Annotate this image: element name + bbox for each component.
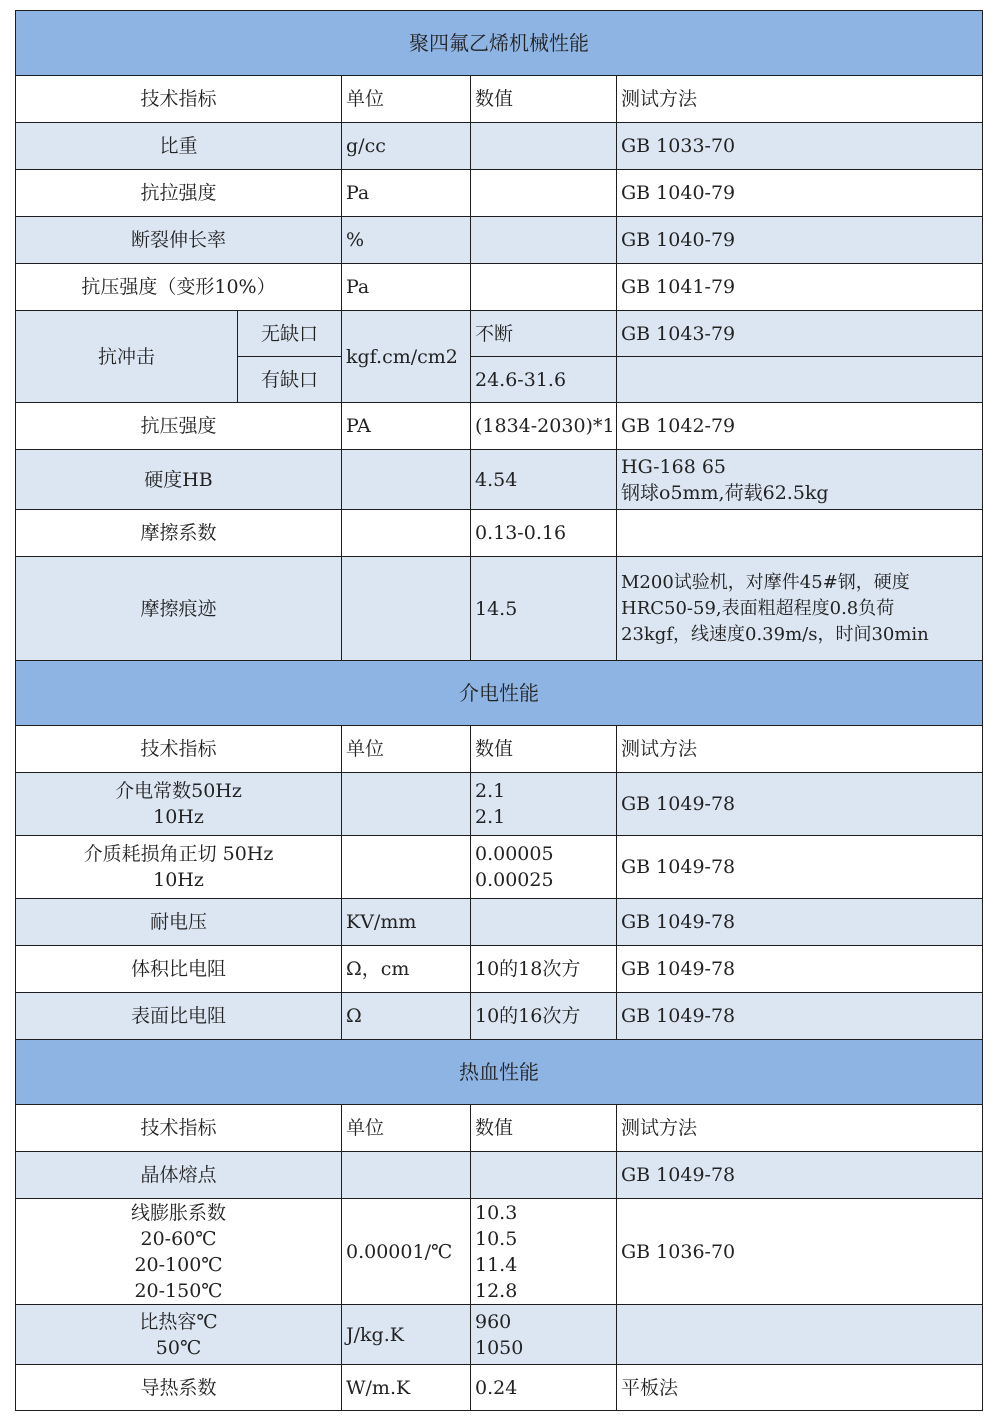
- table-row: [16, 899, 983, 946]
- row-unit: [342, 773, 471, 836]
- row-name: 抗压强度（变形10%）: [16, 264, 342, 311]
- header-indicator: 技术指标: [16, 1105, 342, 1152]
- row-name: 断裂伸长率: [16, 217, 342, 264]
- table-row: [16, 170, 983, 217]
- row-unit: Ω，cm: [342, 946, 471, 993]
- row-name: 比热容℃ 50℃: [16, 1305, 342, 1365]
- row-name: 抗拉强度: [16, 170, 342, 217]
- row-unit: %: [342, 217, 471, 264]
- row-method: GB 1049-78: [617, 836, 983, 899]
- impact-name: 抗冲击: [16, 311, 238, 403]
- row-value: [471, 170, 617, 217]
- table-row: [16, 773, 983, 836]
- table-row: [16, 836, 983, 899]
- section-header-thermal: [16, 1040, 983, 1105]
- row-name: 抗压强度: [16, 403, 342, 450]
- section-header-mechanical: [16, 11, 983, 76]
- impact-sub-name: 有缺口: [238, 357, 342, 403]
- row-unit: J/kg.K: [342, 1305, 471, 1365]
- row-unit: Pa: [342, 264, 471, 311]
- section-header-dielectric: [16, 661, 983, 726]
- section-title: 介电性能: [16, 661, 983, 726]
- row-name: 线膨胀系数 20-60℃ 20-100℃ 20-150℃: [16, 1199, 342, 1305]
- header-unit: 单位: [342, 76, 471, 123]
- header-method: 测试方法: [617, 1105, 983, 1152]
- row-value: 14.5: [471, 557, 617, 661]
- row-method: GB 1040-79: [617, 217, 983, 264]
- row-value: [471, 1152, 617, 1199]
- row-method: GB 1033-70: [617, 123, 983, 170]
- row-value: 10的16次方: [471, 993, 617, 1040]
- row-name: 体积比电阻: [16, 946, 342, 993]
- row-name: 晶体熔点: [16, 1152, 342, 1199]
- row-name: 介质耗损角正切 50Hz 10Hz: [16, 836, 342, 899]
- table-row: [16, 217, 983, 264]
- row-unit: Ω: [342, 993, 471, 1040]
- column-header-row: [16, 726, 983, 773]
- impact-sub-method: [617, 357, 983, 403]
- header-value: 数值: [471, 1105, 617, 1152]
- row-value: (1834-2030)*1: [471, 403, 617, 450]
- table-row: [16, 450, 983, 510]
- row-value: 10的18次方: [471, 946, 617, 993]
- impact-sub-value: 24.6-31.6: [471, 357, 617, 403]
- row-method: GB 1049-78: [617, 773, 983, 836]
- column-header-row: [16, 1105, 983, 1152]
- header-unit: 单位: [342, 1105, 471, 1152]
- table-row: [16, 123, 983, 170]
- row-name: 硬度HB: [16, 450, 342, 510]
- header-method: 测试方法: [617, 76, 983, 123]
- table-row: [16, 557, 983, 661]
- row-value: 0.24: [471, 1365, 617, 1411]
- row-method: GB 1049-78: [617, 899, 983, 946]
- column-header-row: [16, 76, 983, 123]
- row-method: GB 1049-78: [617, 993, 983, 1040]
- row-name: 导热系数: [16, 1365, 342, 1411]
- row-name: 比重: [16, 123, 342, 170]
- row-method: HG-168 65 钢球o5mm,荷载62.5kg: [617, 450, 983, 510]
- row-unit: 0.00001/℃: [342, 1199, 471, 1305]
- row-value: 2.1 2.1: [471, 773, 617, 836]
- row-name: 介电常数50Hz 10Hz: [16, 773, 342, 836]
- row-value: 0.00005 0.00025: [471, 836, 617, 899]
- header-value: 数值: [471, 726, 617, 773]
- row-unit: [342, 510, 471, 557]
- header-unit: 单位: [342, 726, 471, 773]
- row-name: 摩擦痕迹: [16, 557, 342, 661]
- row-value: [471, 123, 617, 170]
- row-method: GB 1042-79: [617, 403, 983, 450]
- row-unit: [342, 450, 471, 510]
- row-method: 平板法: [617, 1365, 983, 1411]
- row-value: 10.3 10.5 11.4 12.8: [471, 1199, 617, 1305]
- table-row-impact: [16, 311, 983, 357]
- row-value: [471, 264, 617, 311]
- row-unit: W/m.K: [342, 1365, 471, 1411]
- table-row: [16, 993, 983, 1040]
- row-unit: [342, 1152, 471, 1199]
- row-unit: g/cc: [342, 123, 471, 170]
- impact-sub-name: 无缺口: [238, 311, 342, 357]
- row-method: GB 1036-70: [617, 1199, 983, 1305]
- row-value: [471, 899, 617, 946]
- impact-sub-method: GB 1043-79: [617, 311, 983, 357]
- row-unit: [342, 557, 471, 661]
- row-value: 4.54: [471, 450, 617, 510]
- row-method: GB 1040-79: [617, 170, 983, 217]
- row-method: GB 1041-79: [617, 264, 983, 311]
- row-unit: PA: [342, 403, 471, 450]
- table-row: [16, 1152, 983, 1199]
- row-method: GB 1049-78: [617, 1152, 983, 1199]
- row-unit: Pa: [342, 170, 471, 217]
- table-row: [16, 946, 983, 993]
- header-indicator: 技术指标: [16, 76, 342, 123]
- table-row: [16, 403, 983, 450]
- row-value: [471, 217, 617, 264]
- header-indicator: 技术指标: [16, 726, 342, 773]
- row-method: M200试验机，对摩件45#钢，硬度 HRC50-59,表面粗超程度0.8负荷 23kgf，线速度0.39m/s，时间30min: [617, 557, 983, 661]
- row-method: GB 1049-78: [617, 946, 983, 993]
- row-unit: [342, 836, 471, 899]
- impact-sub-value: 不断: [471, 311, 617, 357]
- row-name: 耐电压: [16, 899, 342, 946]
- row-value: 960 1050: [471, 1305, 617, 1365]
- row-method: [617, 1305, 983, 1365]
- row-name: 摩擦系数: [16, 510, 342, 557]
- impact-unit: kgf.cm/cm2: [342, 311, 471, 403]
- table-row: [16, 1199, 983, 1305]
- row-unit: KV/mm: [342, 899, 471, 946]
- table-row: [16, 510, 983, 557]
- table-row: [16, 264, 983, 311]
- properties-table: [15, 10, 983, 1411]
- section-title: 热血性能: [16, 1040, 983, 1105]
- table-row: [16, 1365, 983, 1411]
- header-method: 测试方法: [617, 726, 983, 773]
- row-value: 0.13-0.16: [471, 510, 617, 557]
- table-row: [16, 1305, 983, 1365]
- row-method: [617, 510, 983, 557]
- section-title: 聚四氟乙烯机械性能: [16, 11, 983, 76]
- header-value: 数值: [471, 76, 617, 123]
- row-name: 表面比电阻: [16, 993, 342, 1040]
